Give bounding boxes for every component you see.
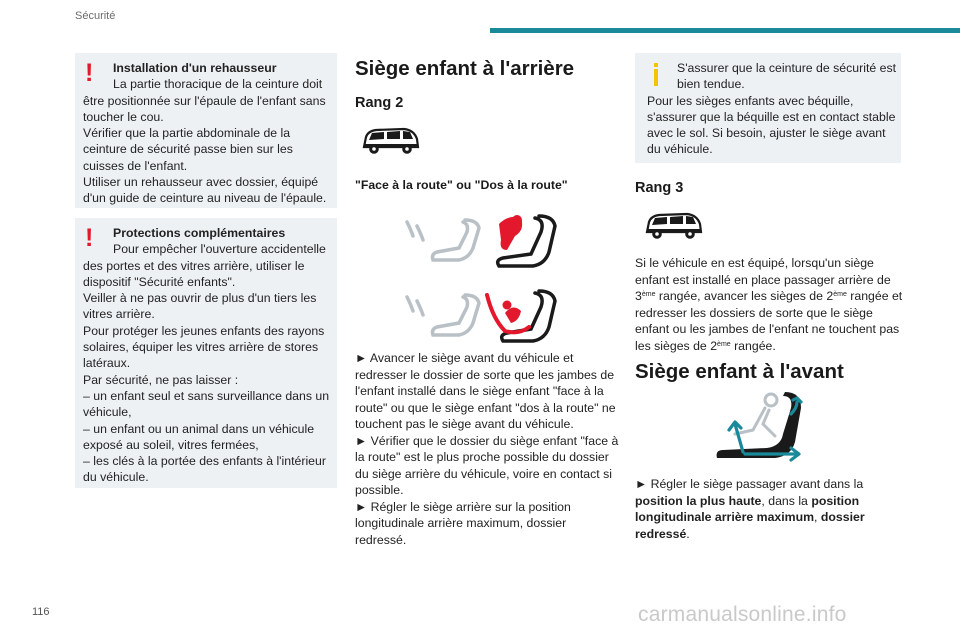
warning-title: Installation d'un rehausseur [113, 61, 277, 75]
heading-rear-child-seat: Siège enfant à l'arrière [355, 57, 575, 80]
rear-facing-child-seat-illustration [395, 285, 560, 345]
warning-box-booster: ! Installation d'un rehausseur La partie thoracique de la ceinture doit être positionnée sur l'épaule de l'enfant sans toucher le cou. Vérifier que la partie abdominale de la ceinture de sécurité passe bien sur les cuisses de l'enfant. Utiliser un rehausseur avec dossier, équipé d'un guide de ceinture au niveau de l'épaule. [75, 53, 337, 208]
rear-instructions: ► Avancer le siège avant du véhicule et redresser le dossier de sorte que les jambes de l'enfant installé dans le siège enfant "face à la route" ou que le siège enfant "dos à la route" ne touchent pas le siège avant du véhicule. ► Vérifier que le dossier du siège enfant "face à la route" est le plus proche possible du dossier du siège arrière du véhicule, voire en contact si possible. ► Régler le siège arrière sur la position longitudinale arrière maximum, dossier redressé. [355, 351, 619, 547]
vehicle-row2-icon [360, 125, 420, 157]
watermark: carmanualsonline.info [638, 603, 847, 626]
section-title: Sécurité [75, 10, 116, 22]
page-number: 116 [32, 606, 50, 618]
heading-front-child-seat: Siège enfant à l'avant [635, 360, 844, 383]
header-accent-bar [490, 28, 960, 33]
warning-title: Protections complémentaires [113, 226, 286, 240]
heading-row-3: Rang 3 [635, 180, 684, 196]
info-box-seatbelt: S'assurer que la ceinture de sécurité est bien tendue. Pour les sièges enfants avec béquille, s'assurer que la béquille est en contact stable avec le sol. Si besoin, ajuster le siège avant du véhicule. [635, 53, 901, 163]
warning-box-protections: ! Protections complémentaires Pour empêcher l'ouverture accidentelle des portes et des vitres arrière, utiliser le dispositif "Sécurité enfants". Veiller à ne pas ouvrir de plus d'un tiers les vitres arrière. Pour protéger les jeunes enfants des rayons solaires, équiper les vitres arrière de stores latéraux. Par sécurité, ne pas laisser : – un enfant seul et sans surveillance dans un véhicule, – un enfant ou un animal dans un véhicule exposé au soleil, vitres fermées, – les clés à la portée des enfants à l'intérieur du véhicule. [75, 218, 337, 488]
warning-icon: ! [85, 224, 94, 252]
row3-instructions: Si le véhicule en est équipé, lorsqu'un siège enfant est installé en place passager arrière de 3ème rangée, avancer les sièges de 2ème rangée et redresser les dossiers de sorte que le siège enfant ou les jambes de l'enfant ne touchent pas les sièges de 2ème rangée. [635, 256, 903, 353]
vehicle-row3-icon [643, 210, 703, 242]
subtitle-facing: "Face à la route" ou "Dos à la route" [355, 178, 568, 192]
front-seat-adjust-illustration [705, 390, 805, 466]
front-instructions: ► Régler le siège passager avant dans la position la plus haute, dans la position longitudinale arrière maximum, dossier redressé. [635, 477, 865, 541]
forward-facing-child-seat-illustration [395, 210, 560, 270]
warning-icon: ! [85, 59, 94, 87]
heading-row-2: Rang 2 [355, 95, 404, 111]
